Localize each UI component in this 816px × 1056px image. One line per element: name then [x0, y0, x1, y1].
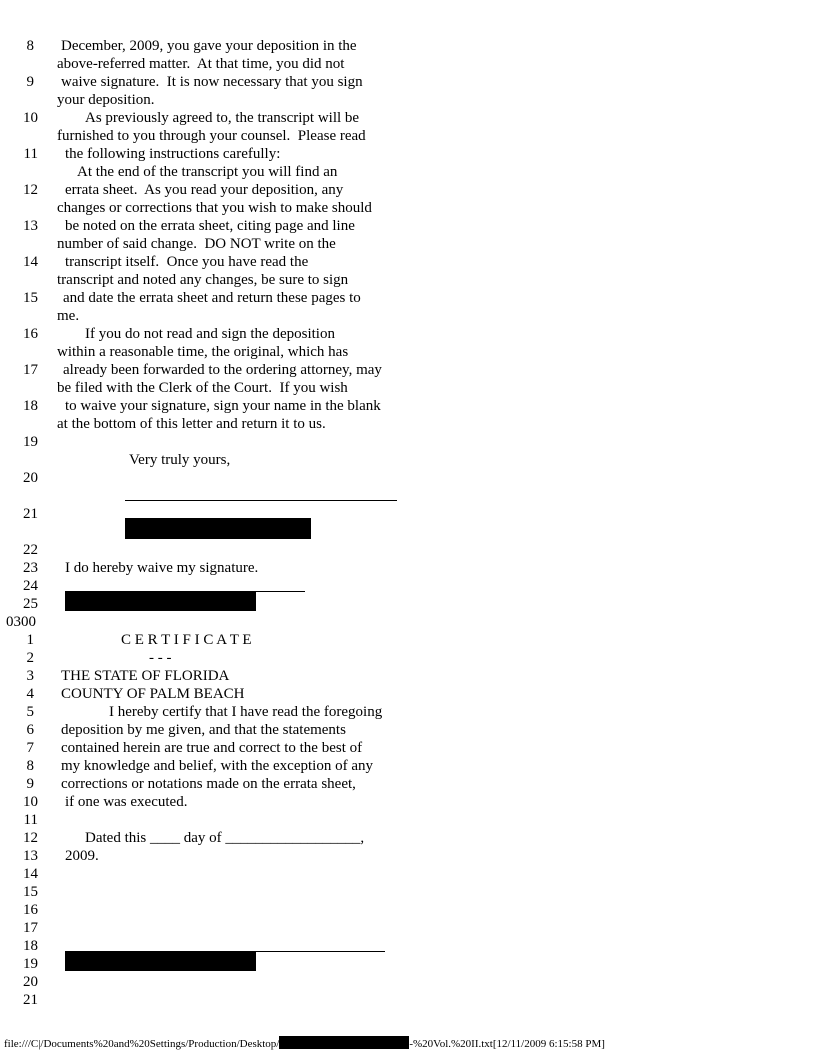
- letter-text-line: changes or corrections that you wish to make should: [57, 200, 372, 216]
- line-number: 18: [23, 398, 38, 414]
- line-number: 9: [26, 74, 34, 90]
- line-number: 19: [23, 434, 38, 450]
- line-number: 17: [23, 362, 38, 378]
- line-number: 1: [26, 632, 34, 648]
- letter-text-line: above-referred matter. At that time, you did not: [57, 56, 345, 72]
- letter-text-line: errata sheet. As you read your deposition, any: [65, 182, 344, 198]
- line-number: 11: [23, 812, 38, 828]
- certificate-text-line: deposition by me given, and that the statements: [61, 722, 346, 738]
- line-number: 20: [23, 974, 38, 990]
- venue-county: COUNTY OF PALM BEACH: [61, 686, 245, 702]
- letter-text-line: at the bottom of this letter and return it to us.: [57, 416, 326, 432]
- redaction-block: [65, 951, 256, 971]
- redaction-block: [279, 1036, 409, 1049]
- letter-text-line: December, 2009, you gave your deposition in the: [61, 38, 357, 54]
- line-number: 15: [23, 290, 38, 306]
- line-number: 11: [23, 146, 38, 162]
- line-number: 12: [23, 182, 38, 198]
- line-number: 10: [23, 110, 38, 126]
- letter-text-line: transcript itself. Once you have read the: [65, 254, 309, 270]
- signature-line: [125, 500, 397, 501]
- letter-text-line: If you do not read and sign the deposition: [85, 326, 335, 342]
- line-number: 8: [26, 38, 34, 54]
- line-number: 16: [23, 326, 38, 342]
- letter-text-line: already been forwarded to the ordering attorney, may: [63, 362, 382, 378]
- line-number: 4: [26, 686, 34, 702]
- letter-text-line: be filed with the Clerk of the Court. If you wish: [57, 380, 348, 396]
- line-number: 17: [23, 920, 38, 936]
- letter-text-line: and date the errata sheet and return these pages to: [63, 290, 361, 306]
- letter-text-line: me.: [57, 308, 80, 324]
- letter-text-line: to waive your signature, sign your name in the blank: [65, 398, 381, 414]
- letter-text-line: As previously agreed to, the transcript will be: [85, 110, 360, 126]
- line-number: 13: [23, 218, 38, 234]
- redaction-block: [125, 518, 311, 539]
- dated-line: Dated this ____ day of __________________,: [85, 830, 365, 846]
- line-number: 21: [23, 992, 38, 1008]
- letter-text-line: the following instructions carefully:: [65, 146, 281, 162]
- certificate-text-line: corrections or notations made on the errata sheet,: [61, 776, 356, 792]
- line-number: 6: [26, 722, 34, 738]
- file-path-footer: [4, 1036, 605, 1051]
- line-number: 24: [23, 578, 38, 594]
- letter-text-line: waive signature. It is now necessary that you sign: [61, 74, 363, 90]
- line-number: 21: [23, 506, 38, 522]
- footer-path-prefix: file:///C|/Documents%20and%20Settings/Production/Desktop/: [4, 1038, 280, 1050]
- line-number: 9: [26, 776, 34, 792]
- certificate-text-line: if one was executed.: [65, 794, 188, 810]
- page-number-marker: 0300: [6, 614, 36, 630]
- line-number: 19: [23, 956, 38, 972]
- footer-path-suffix: -%20Vol.%20II.txt[12/11/2009 6:15:58 PM]: [409, 1038, 605, 1050]
- certificate-text-line: my knowledge and belief, with the exception of any: [61, 758, 373, 774]
- line-number: 18: [23, 938, 38, 954]
- line-number: 8: [26, 758, 34, 774]
- certificate-dashes: - - -: [149, 650, 172, 666]
- line-number: 5: [26, 704, 34, 720]
- line-number: 23: [23, 560, 38, 576]
- venue-state: THE STATE OF FLORIDA: [61, 668, 230, 684]
- line-number: 16: [23, 902, 38, 918]
- letter-text-line: furnished to you through your counsel. Please read: [57, 128, 366, 144]
- letter-text-line: transcript and noted any changes, be sure to sign: [57, 272, 349, 288]
- line-number: 13: [23, 848, 38, 864]
- line-number: 2: [26, 650, 34, 666]
- line-number: 3: [26, 668, 34, 684]
- letter-text-line: your deposition.: [57, 92, 155, 108]
- line-number: 14: [23, 866, 38, 882]
- letter-text-line: be noted on the errata sheet, citing page and line: [65, 218, 355, 234]
- redaction-block: [65, 591, 256, 611]
- certificate-text-line: contained herein are true and correct to the best of: [61, 740, 363, 756]
- line-number: 10: [23, 794, 38, 810]
- line-number: 15: [23, 884, 38, 900]
- certificate-text-line: I hereby certify that I have read the foregoing: [109, 704, 383, 720]
- letter-closing: Very truly yours,: [129, 452, 231, 468]
- line-number: 14: [23, 254, 38, 270]
- line-number: 25: [23, 596, 38, 612]
- letter-text-line: At the end of the transcript you will find an: [77, 164, 338, 180]
- line-number: 7: [26, 740, 34, 756]
- line-number: 20: [23, 470, 38, 486]
- letter-text-line: number of said change. DO NOT write on the: [57, 236, 336, 252]
- waiver-text: I do hereby waive my signature.: [65, 560, 259, 576]
- dated-year: 2009.: [65, 848, 99, 864]
- letter-text-line: within a reasonable time, the original, which has: [57, 344, 349, 360]
- line-number: 12: [23, 830, 38, 846]
- certificate-title: C E R T I F I C A T E: [121, 632, 252, 648]
- line-number: 22: [23, 542, 38, 558]
